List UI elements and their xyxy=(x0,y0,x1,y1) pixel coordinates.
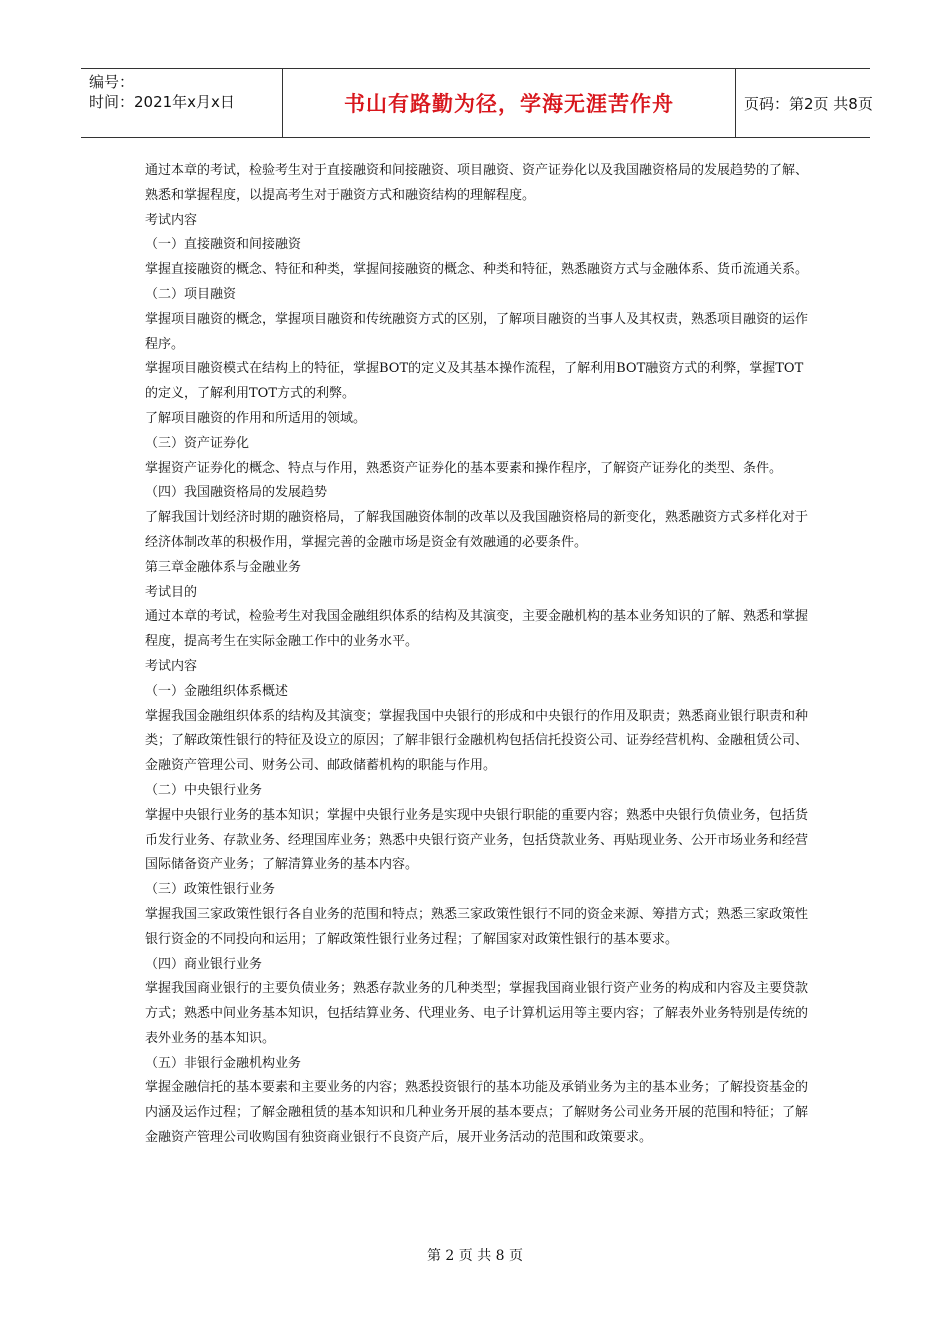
paragraph: 通过本章的考试，检验考生对于直接融资和间接融资、项目融资、资产证券化以及我国融资格局的发展趋势的了解、熟悉和掌握程度，以提高考生对于融资方式和融资结构的理解程度。 xyxy=(145,163,809,203)
page-number-label: 页码：第2页 共8页 xyxy=(744,94,873,113)
paragraph: 掌握项目融资的概念，掌握项目融资和传统融资方式的区别，了解项目融资的当事人及其权责，熟悉项目融资的运作程序。 xyxy=(145,311,809,352)
date-label: 时间：2021年x月x日 xyxy=(89,93,235,111)
subsection-heading: （三）政策性银行业务 xyxy=(145,882,276,898)
subsection-heading: （二）项目融资 xyxy=(145,286,237,302)
paragraph: 掌握金融信托的基本要素和主要业务的内容；熟悉投资银行的基本功能及承销业务为主的基本业务；了解投资基金的内涵及运作过程；了解金融租赁的基本知识和几种业务开展的基本要点；了解财务公司业务开展的范围和特征；了解金融资产管理公司收购国有独资商业银行不良资产后，展开业务活动的范围和政策要求。 xyxy=(145,1080,809,1146)
section-heading: 考试目的 xyxy=(145,584,198,600)
paragraph: 掌握我国三家政策性银行各自业务的范围和特点；熟悉三家政策性银行不同的资金来源、筹措方式；熟悉三家政策性银行资金的不同投向和运用；了解政策性银行业务过程；了解国家对政策性银行的基本要求。 xyxy=(145,906,809,947)
header-left-cell xyxy=(81,69,281,137)
subsection-heading: （五）非银行金融机构业务 xyxy=(145,1055,302,1071)
paragraph: 掌握我国金融组织体系的结构及其演变；掌握我国中央银行的形成和中央银行的作用及职责；熟悉商业银行职责和种类；了解政策性银行的特征及设立的原因；了解非银行金融机构包括信托投资公司、证券经营机构、金融租赁公司、金融资产管理公司、财务公司、邮政储蓄机构的职能与作用。 xyxy=(145,708,809,774)
chapter-heading: 第三章金融体系与金融业务 xyxy=(145,559,302,575)
paragraph: 了解项目融资的作用和所适用的领域。 xyxy=(145,410,367,426)
subsection-heading: （四）我国融资格局的发展趋势 xyxy=(145,485,328,501)
paragraph: 掌握直接融资的概念、特征和种类，掌握间接融资的概念、种类和特征，熟悉融资方式与金融体系、货币流通关系。 xyxy=(145,262,809,278)
footer-page-number: 第 2 页 共 8 页 xyxy=(426,1248,524,1264)
document-body xyxy=(145,159,813,1151)
header-page-cell xyxy=(736,69,878,137)
section-heading: 考试内容 xyxy=(145,658,198,674)
paragraph: 了解我国计划经济时期的融资格局，了解我国融资体制的改革以及我国融资格局的新变化，熟悉融资方式多样化对于经济体制改革的积极作用，掌握完善的金融市场是资金有效融通的必要条件。 xyxy=(145,510,809,550)
paragraph: 掌握我国商业银行的主要负债业务；熟悉存款业务的几种类型；掌握我国商业银行资产业务的构成和内容及主要贷款方式；熟悉中间业务基本知识，包括结算业务、代理业务、电子计算机运用等主要内容；了解表外业务特别是传统的表外业务的基本知识。 xyxy=(145,981,809,1046)
paragraph: 掌握资产证券化的概念、特点与作用，熟悉资产证券化的基本要素和操作程序，了解资产证券化的类型、条件。 xyxy=(145,460,783,476)
section-heading: 考试内容 xyxy=(145,212,198,228)
paragraph: 掌握中央银行业务的基本知识；掌握中央银行业务是实现中央银行职能的重要内容；熟悉中央银行负债业务，包括货币发行业务、存款业务、经理国库业务；熟悉中央银行资产业务，包括贷款业务、再贴现业务、公开市场业务和经营国际储备资产业务；了解清算业务的基本内容。 xyxy=(145,807,809,873)
subsection-heading: （二）中央银行业务 xyxy=(145,782,263,798)
subsection-heading: （一）金融组织体系概述 xyxy=(145,683,289,699)
subsection-heading: （四）商业银行业务 xyxy=(145,956,263,972)
document-number-label: 编号： xyxy=(89,73,135,91)
motto-text: 书山有路勤为径，学海无涯苦作舟 xyxy=(344,92,674,116)
subsection-heading: （三）资产证券化 xyxy=(145,435,250,451)
subsection-heading: （一）直接融资和间接融资 xyxy=(145,237,302,253)
page-footer xyxy=(0,1245,950,1265)
header-motto-cell xyxy=(282,69,736,137)
paragraph: 通过本章的考试，检验考生对我国金融组织体系的结构及其演变，主要金融机构的基本业务知识的了解、熟悉和掌握程度，提高考生在实际金融工作中的业务水平。 xyxy=(145,609,809,650)
page-header xyxy=(81,68,873,138)
paragraph: 掌握项目融资模式在结构上的特征，掌握BOT的定义及其基本操作流程，了解利用BOT融资方式的利弊，掌握TOT的定义，了解利用TOT方式的利弊。 xyxy=(145,361,804,402)
